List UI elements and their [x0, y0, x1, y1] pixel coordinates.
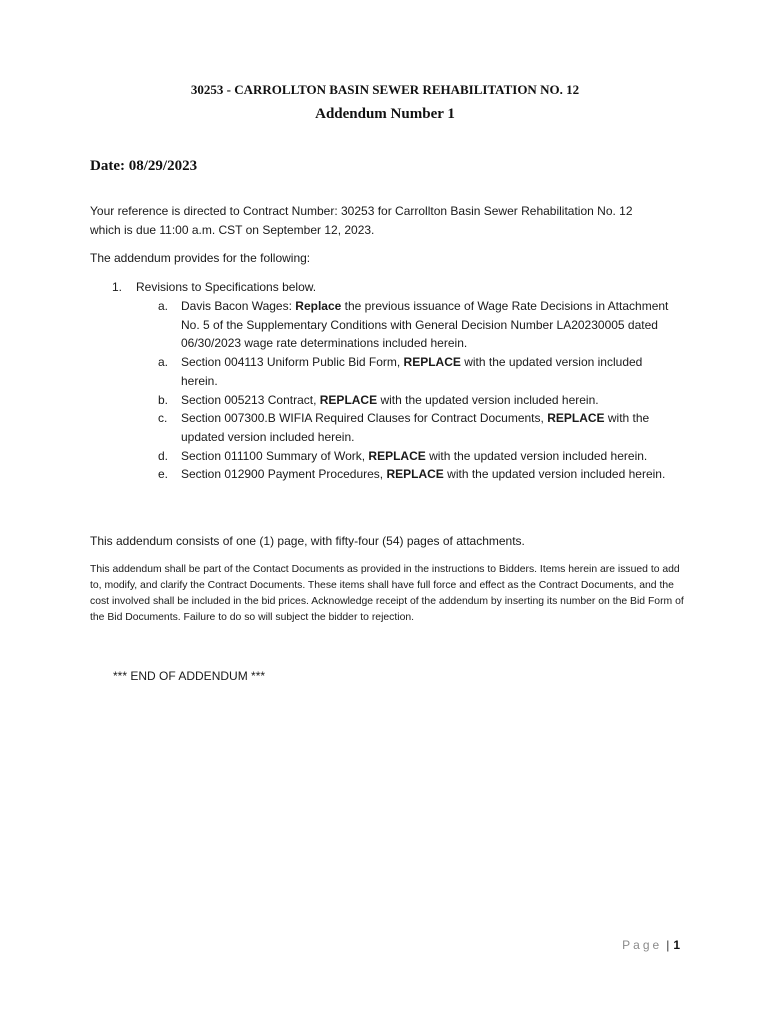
list-number: 1. [112, 280, 123, 294]
sub-text-bold: REPLACE [386, 467, 444, 482]
sub-letter: e. [158, 467, 169, 482]
sub-text-pre: Section 012900 Payment Procedures, [181, 467, 387, 482]
sub-letter: a. [158, 299, 169, 313]
sub-text-post: with the updated version included herein. [443, 467, 666, 482]
sub-text-post: the previous issuance of Wage Rate Decisions in Attachment No. 5 of the Supplementary Conditions with General Decision Number LA20230005 dated 06/30/2023 wage rate determinations included herein. [181, 299, 669, 351]
sub-letter: d. [158, 448, 169, 463]
document-title: 30253 - CARROLLTON BASIN SEWER REHABILITATION NO. 12 [190, 82, 580, 97]
sub-text-bold: REPLACE [403, 355, 461, 370]
addendum-number: Addendum Number 1 [315, 106, 455, 122]
sub-list-item [158, 297, 678, 353]
sub-list [158, 297, 678, 484]
sub-letter: b. [158, 392, 169, 407]
sub-list-item [158, 447, 678, 466]
sub-text-post: with the updated version included herein. [181, 411, 650, 444]
intro-line-2: which is due 11:00 a.m. CST on September 12, 2023. [90, 222, 375, 237]
sub-text-pre: Davis Bacon Wages: [181, 299, 296, 313]
page-footer [622, 938, 680, 952]
notice-paragraph: This addendum shall be part of the Contact Documents as provided in the instructions to Bidders. Items herein are issued to add to, modify, and clarify the Contract Documents. These items shall have full force and effect as the Contract Documents, and the cost involved shall be included in the bid prices. Acknowledge receipt of the addendum by inserting its number on the Bid Form of the Bid Documents. Failure to do so will subject the bidder to rejection. [90, 564, 684, 623]
sub-letter: a. [158, 355, 169, 370]
sub-text-post: with the updated version included herein. [377, 392, 599, 407]
page-label: Page [622, 938, 663, 952]
sub-text-pre: Section 011100 Summary of Work, [181, 448, 369, 463]
sub-text-pre: Section 007300.B WIFIA Required Clauses for Contract Documents, [181, 411, 548, 426]
sub-text-bold: REPLACE [547, 411, 605, 426]
sub-letter: c. [158, 411, 168, 426]
sub-text-post: with the updated version included herein. [425, 448, 648, 463]
intro-paragraph [90, 202, 690, 239]
provides-paragraph: The addendum provides for the following: [90, 251, 311, 265]
sub-text-post: with the updated version included herein. [181, 355, 643, 388]
end-of-addendum: *** END OF ADDENDUM *** [113, 669, 266, 683]
sub-list-item [158, 391, 678, 410]
sub-text-bold: Replace [295, 299, 342, 313]
sub-list-item [158, 353, 678, 390]
sub-list-item [158, 465, 678, 484]
consists-paragraph: This addendum consists of one (1) page, with fifty-four (54) pages of attachments. [90, 534, 525, 548]
footer-separator: | [666, 938, 670, 952]
sub-list-item [158, 409, 678, 446]
sub-text-bold: REPLACE [319, 392, 378, 407]
sub-text-pre: Section 004113 Uniform Public Bid Form, [181, 355, 404, 370]
list-text: Revisions to Specifications below. [136, 280, 317, 294]
sub-text-bold: REPLACE [368, 448, 426, 463]
page-number: 1 [673, 938, 680, 952]
list-item [112, 278, 316, 297]
sub-text-pre: Section 005213 Contract, [181, 392, 320, 407]
intro-line-1: Your reference is directed to Contract Number: 30253 for Carrollton Basin Sewer Rehabilitation No. 12 [90, 204, 633, 218]
date-line: Date: 08/29/2023 [90, 158, 198, 174]
